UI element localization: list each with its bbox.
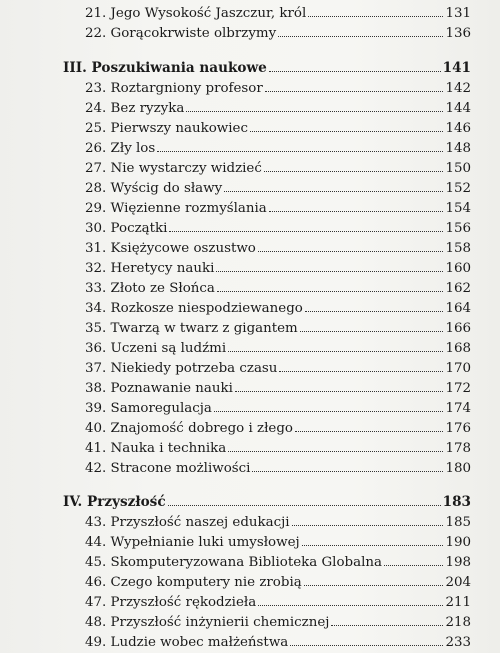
toc-entry-title: 35. Twarzą w twarz z gigantem [85,321,298,336]
table-of-contents [63,4,471,653]
toc-entry [63,79,471,99]
section-gap [63,44,471,58]
toc-part-page: 183 [442,494,471,510]
toc-entry-page: 233 [445,635,471,650]
toc-entry-page: 204 [445,575,471,590]
dot-leader [304,585,444,586]
dot-leader [214,411,444,412]
dot-leader [224,191,443,192]
dot-leader [305,311,444,312]
dot-leader [228,451,443,452]
toc-entry-title: 23. Roztargniony profesor [85,81,263,96]
dot-leader [235,391,444,392]
toc-entry [63,24,471,44]
toc-entry [63,613,471,633]
toc-entry-page: 142 [445,81,471,96]
toc-entry-page: 178 [445,441,471,456]
toc-entry-page: 164 [445,301,471,316]
toc-entry-page: 136 [445,26,471,41]
toc-entry-page: 176 [445,421,471,436]
toc-part-page: 141 [442,60,471,76]
toc-entry-page: 198 [445,555,471,570]
dot-leader [258,251,444,252]
toc-entry [63,239,471,259]
toc-entry [63,419,471,439]
dot-leader [250,131,443,132]
toc-entry-title: 24. Bez ryzyka [85,101,185,116]
toc-entry-title: 25. Pierwszy naukowiec [85,121,248,136]
toc-entry-page: 180 [445,461,471,476]
toc-part-heading [63,492,471,513]
dot-leader [269,71,441,72]
toc-entry-page: 154 [445,201,471,216]
dot-leader [290,645,443,646]
toc-entry [63,99,471,119]
toc-entry-page: 160 [445,261,471,276]
toc-entry [63,593,471,613]
toc-entry-page: 185 [445,515,471,530]
dot-leader [269,211,444,212]
section-gap [63,479,471,492]
toc-entry-title: 27. Nie wystarczy widzieć [85,161,262,176]
toc-entry-title: 28. Wyścig do sławy [85,181,223,196]
toc-entry [63,553,471,573]
toc-entry [63,199,471,219]
toc-entry-page: 218 [445,615,471,630]
dot-leader [295,431,443,432]
toc-entry-title: 38. Poznawanie nauki [85,381,233,396]
toc-entry-title: 36. Uczeni są ludźmi [85,341,227,356]
dot-leader [384,565,443,566]
toc-entry-title: 46. Czego komputery nie zrobią [85,575,302,590]
dot-leader [308,16,443,17]
toc-entry [63,439,471,459]
toc-entry-title: 29. Więzienne rozmyślania [85,201,267,216]
toc-entry-page: 211 [445,595,471,610]
dot-leader [292,525,444,526]
toc-entry-page: 174 [445,401,471,416]
toc-entry-title: 47. Przyszłość rękodzieła [85,595,257,610]
toc-entry-title: 30. Początki [85,221,168,236]
toc-entry [63,459,471,479]
toc-entry [63,279,471,299]
toc-entry-title: 49. Ludzie wobec małżeństwa [85,635,289,650]
toc-entry [63,319,471,339]
toc-entry-title: 43. Przyszłość naszej edukacji [85,515,290,530]
dot-leader [278,36,443,37]
toc-part-heading [63,58,471,79]
dot-leader [252,471,443,472]
toc-entry-page: 168 [445,341,471,356]
toc-entry-title: 22. Gorącokrwiste olbrzymy [85,26,277,41]
toc-entry-page: 156 [445,221,471,236]
toc-entry-title: 21. Jego Wysokość Jaszczur, król [85,6,307,21]
dot-leader [264,171,444,172]
toc-entry [63,533,471,553]
dot-leader [216,271,443,272]
toc-entry-title: 39. Samoregulacja [85,401,212,416]
toc-entry-title: 37. Niekiedy potrzeba czasu [85,361,278,376]
toc-entry-page: 162 [445,281,471,296]
toc-entry [63,259,471,279]
toc-entry [63,139,471,159]
toc-entry-page: 158 [445,241,471,256]
toc-entry [63,379,471,399]
toc-entry-page: 148 [445,141,471,156]
dot-leader [331,625,443,626]
toc-entry-title: 41. Nauka i technika [85,441,227,456]
toc-entry [63,4,471,24]
dot-leader [168,505,441,506]
toc-entry-title: 32. Heretycy nauki [85,261,215,276]
dot-leader [279,371,443,372]
dot-leader [157,151,443,152]
toc-entry [63,399,471,419]
dot-leader [228,351,443,352]
dot-leader [300,331,444,332]
toc-entry-title: 26. Zły los [85,141,156,156]
dot-leader [169,231,443,232]
dot-leader [302,545,444,546]
toc-entry-page: 190 [445,535,471,550]
toc-entry [63,179,471,199]
toc-entry-page: 152 [445,181,471,196]
toc-entry-page: 131 [445,6,471,21]
toc-entry-title: 44. Wypełnianie luki umysłowej [85,535,300,550]
toc-entry [63,159,471,179]
toc-entry-page: 166 [445,321,471,336]
dot-leader [186,111,443,112]
toc-entry-page: 150 [445,161,471,176]
toc-part-title: III. Poszukiwania naukowe [63,60,267,76]
toc-entry-title: 33. Złoto ze Słońca [85,281,215,296]
toc-entry-title: 48. Przyszłość inżynierii chemicznej [85,615,330,630]
toc-entry [63,299,471,319]
toc-entry-title: 40. Znajomość dobrego i złego [85,421,293,436]
toc-entry [63,219,471,239]
toc-entry-page: 144 [445,101,471,116]
toc-entry-title: 42. Stracone możliwości [85,461,251,476]
dot-leader [217,291,444,292]
toc-entry [63,513,471,533]
toc-entry-title: 34. Rozkosze niespodziewanego [85,301,303,316]
toc-entry-title: 31. Księżycowe oszustwo [85,241,256,256]
toc-part-title: IV. Przyszłość [63,494,166,510]
dot-leader [265,91,444,92]
toc-entry-page: 146 [445,121,471,136]
toc-entry [63,573,471,593]
toc-entry-page: 172 [445,381,471,396]
dot-leader [258,605,443,606]
toc-entry [63,633,471,653]
toc-entry [63,339,471,359]
toc-entry [63,119,471,139]
toc-entry [63,359,471,379]
toc-entry-page: 170 [445,361,471,376]
toc-entry-title: 45. Skomputeryzowana Biblioteka Globalna [85,555,382,570]
